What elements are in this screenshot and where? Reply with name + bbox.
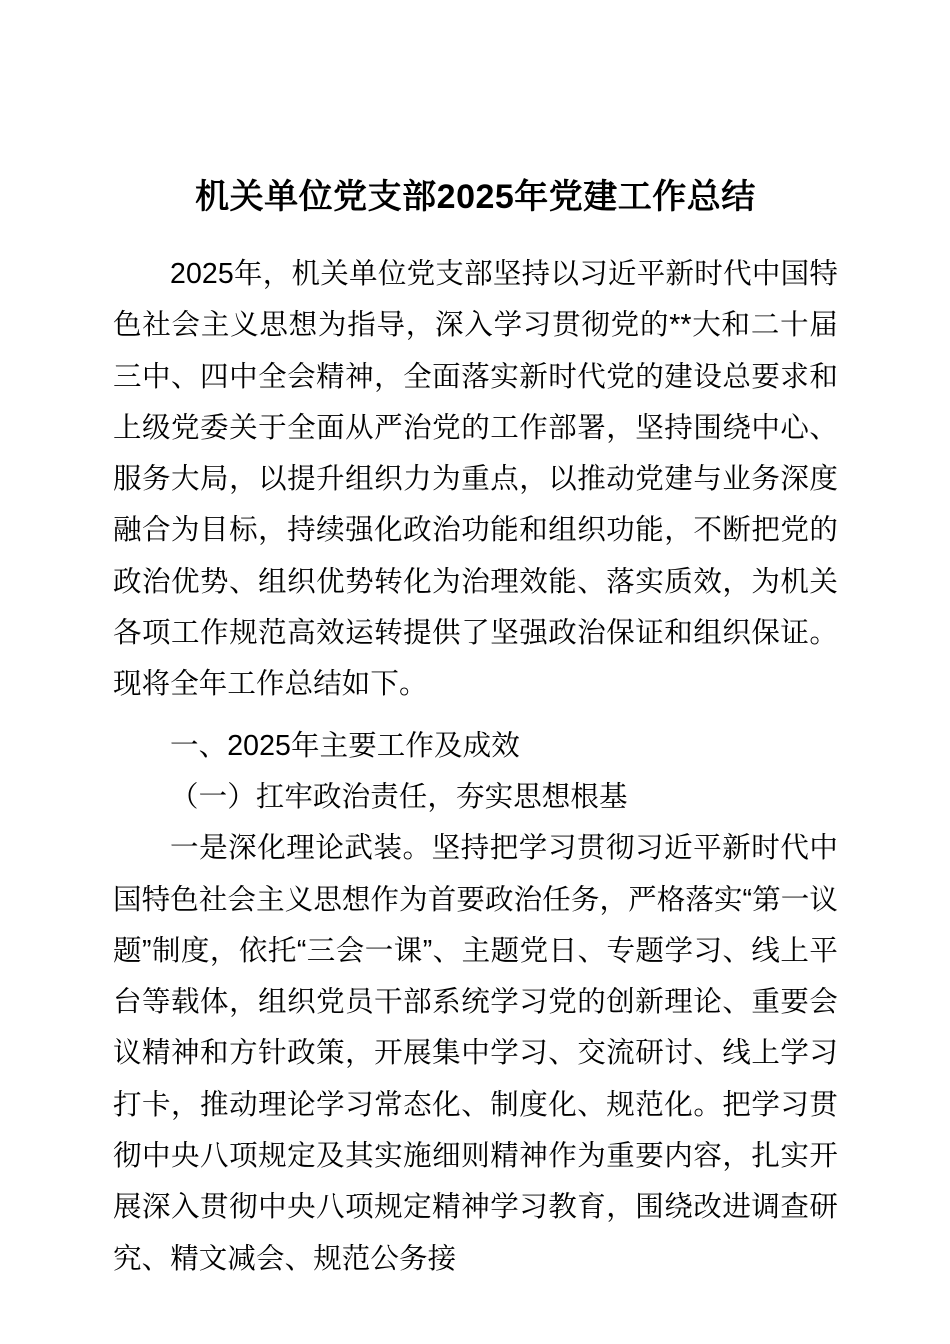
document-content [113, 0, 838, 1285]
paragraph-spacer [113, 711, 838, 721]
section-heading-1: 一、2025年主要工作及成效 [170, 729, 520, 762]
title-body-spacer [113, 219, 838, 249]
page-title: 机关单位党支部2025年党建工作总结 [195, 178, 756, 216]
subsection-heading-1: （一）扛牢政治责任，夯实思想根基 [170, 780, 628, 813]
subsection-paragraph-1: 一是深化理论武装。坚持把学习贯彻习近平新时代中国特色社会主义思想作为首要政治任务，严格落实“第一议题”制度，依托“三会一课”、主题党日、专题学习、线上平台等载体，组织党员干部系统学习党的创新理论、重要会议精神和方针政策，开展集中学习、交流研讨、线上学习打卡，推动理论学习常态化、制度化、规范化。把学习贯彻中央八项规定及其实施细则精神作为重要内容，扎实开展深入贯彻中央八项规定精神学习教育，围绕改进调查研究、精文减会、规范公务接 [113, 832, 838, 1275]
intro-paragraph: 2025年，机关单位党支部坚持以习近平新时代中国特色社会主义思想为指导，深入学习贯彻党的**大和二十届三中、四中全会精神，全面落实新时代党的建设总要求和上级党委关于全面从严治党的工作部署，坚持围绕中心、服务大局，以提升组织力为重点，以推动党建与业务深度融合为目标，持续强化政治功能和组织功能，不断把党的政治优势、组织优势转化为治理效能、落实质效，为机关各项工作规范高效运转提供了坚强政治保证和组织保证。现将全年工作总结如下。 [113, 258, 838, 701]
